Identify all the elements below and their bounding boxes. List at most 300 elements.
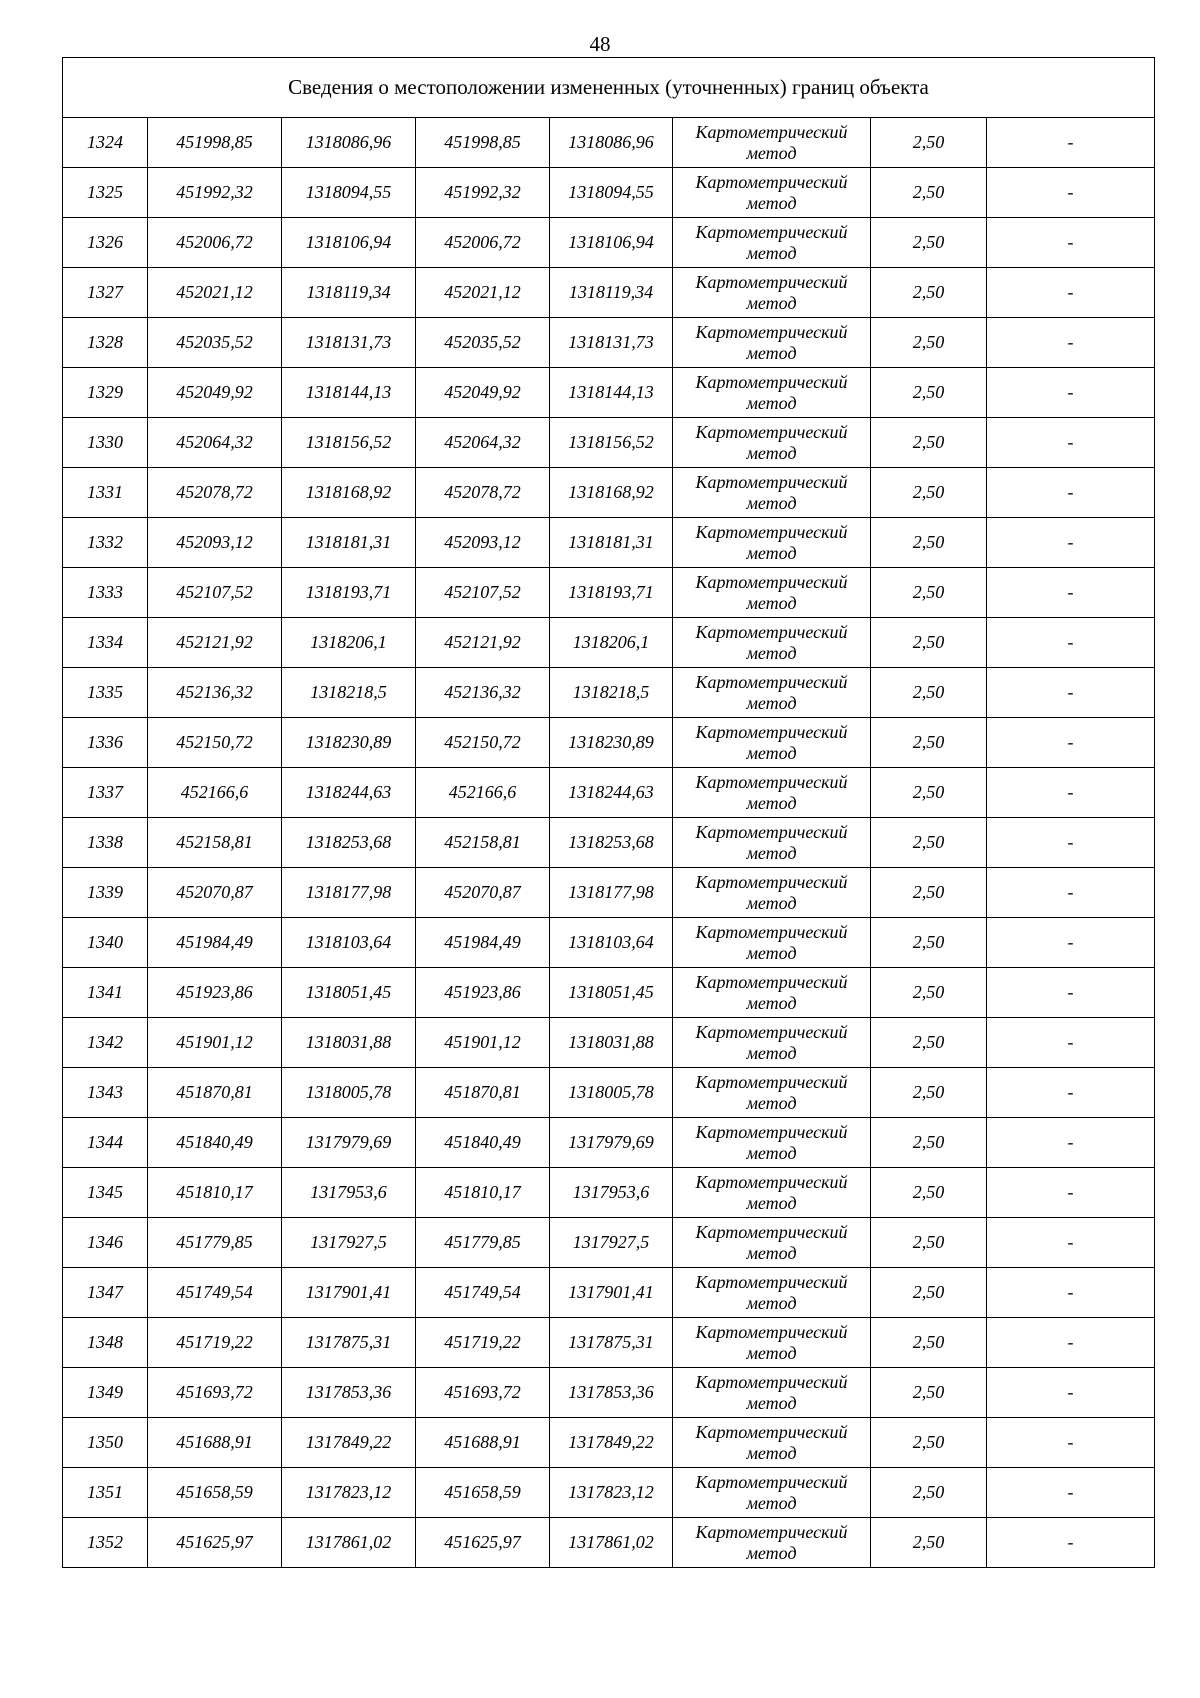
precision-cell: 2,50 [871,1368,987,1418]
table-row [63,1368,1155,1418]
existing-x-cell: 452035,52 [148,318,282,368]
method-text-line-2: метод [746,242,797,263]
method-cell [673,868,871,918]
refined-x-cell: 452035,52 [416,318,550,368]
refined-x-cell: 451625,97 [416,1518,550,1568]
precision-cell: 2,50 [871,368,987,418]
refined-x-cell: 451870,81 [416,1068,550,1118]
method-text-line-2: метод [746,1292,797,1313]
point-number-cell: 1350 [63,1418,148,1468]
refined-x-cell: 452150,72 [416,718,550,768]
point-number-cell: 1344 [63,1118,148,1168]
refined-y-cell: 1318253,68 [550,818,673,868]
table-row [63,818,1155,868]
existing-y-cell: 1318031,88 [282,1018,416,1068]
refined-y-cell: 1317953,6 [550,1168,673,1218]
method-text-line-1: Картометрический [695,1171,848,1192]
refined-y-cell: 1318193,71 [550,568,673,618]
table-row [63,918,1155,968]
existing-y-cell: 1318218,5 [282,668,416,718]
table-row [63,568,1155,618]
existing-x-cell: 452070,87 [148,868,282,918]
method-cell [673,618,871,668]
refined-x-cell: 452064,32 [416,418,550,468]
existing-x-cell: 451810,17 [148,1168,282,1218]
refined-y-cell: 1317927,5 [550,1218,673,1268]
method-cell [673,168,871,218]
existing-x-cell: 452021,12 [148,268,282,318]
method-text-line-2: метод [746,1542,797,1563]
boundary-coordinates-table [62,57,1155,1568]
point-number-cell: 1332 [63,518,148,568]
point-number-cell: 1333 [63,568,148,618]
note-cell: - [987,218,1155,268]
method-text-line-1: Картометрический [695,471,848,492]
precision-cell: 2,50 [871,1118,987,1168]
table-row [63,218,1155,268]
refined-y-cell: 1318156,52 [550,418,673,468]
note-cell: - [987,1418,1155,1468]
method-cell [673,568,871,618]
table-row [63,1418,1155,1468]
table-row [63,1318,1155,1368]
point-number-cell: 1339 [63,868,148,918]
method-cell [673,1368,871,1418]
method-cell [673,1518,871,1568]
precision-cell: 2,50 [871,868,987,918]
method-text-line-1: Картометрический [695,371,848,392]
point-number-cell: 1331 [63,468,148,518]
method-text-line-2: метод [746,792,797,813]
refined-x-cell: 452158,81 [416,818,550,868]
method-text-line-1: Картометрический [695,1221,848,1242]
point-number-cell: 1352 [63,1518,148,1568]
refined-y-cell: 1318131,73 [550,318,673,368]
method-text-line-2: метод [746,1392,797,1413]
method-text-line-1: Картометрический [695,421,848,442]
method-cell [673,1118,871,1168]
existing-x-cell: 452121,92 [148,618,282,668]
method-text-line-1: Картометрический [695,1121,848,1142]
point-number-cell: 1342 [63,1018,148,1068]
method-cell [673,218,871,268]
method-text-line-1: Картометрический [695,971,848,992]
table-row [63,1168,1155,1218]
precision-cell: 2,50 [871,318,987,368]
point-number-cell: 1346 [63,1218,148,1268]
method-cell [673,1418,871,1468]
note-cell: - [987,618,1155,668]
existing-x-cell: 452064,32 [148,418,282,468]
method-text-line-2: метод [746,592,797,613]
note-cell: - [987,1268,1155,1318]
refined-y-cell: 1317875,31 [550,1318,673,1368]
method-text-line-2: метод [746,492,797,513]
existing-y-cell: 1318086,96 [282,118,416,168]
note-cell: - [987,268,1155,318]
method-text-line-2: метод [746,892,797,913]
precision-cell: 2,50 [871,218,987,268]
existing-y-cell: 1317953,6 [282,1168,416,1218]
method-cell [673,968,871,1018]
method-cell [673,318,871,368]
point-number-cell: 1349 [63,1368,148,1418]
refined-y-cell: 1318005,78 [550,1068,673,1118]
existing-y-cell: 1318177,98 [282,868,416,918]
method-text-line-2: метод [746,442,797,463]
note-cell: - [987,418,1155,468]
refined-x-cell: 451693,72 [416,1368,550,1418]
refined-x-cell: 451779,85 [416,1218,550,1268]
note-cell: - [987,368,1155,418]
method-text-line-1: Картометрический [695,121,848,142]
method-cell [673,1168,871,1218]
table-row [63,1468,1155,1518]
note-cell: - [987,118,1155,168]
precision-cell: 2,50 [871,518,987,568]
note-cell: - [987,1118,1155,1168]
point-number-cell: 1340 [63,918,148,968]
refined-y-cell: 1318181,31 [550,518,673,568]
existing-y-cell: 1318144,13 [282,368,416,418]
point-number-cell: 1329 [63,368,148,418]
refined-y-cell: 1318119,34 [550,268,673,318]
point-number-cell: 1334 [63,618,148,668]
method-cell [673,468,871,518]
precision-cell: 2,50 [871,618,987,668]
refined-y-cell: 1318103,64 [550,918,673,968]
refined-x-cell: 451840,49 [416,1118,550,1168]
method-text-line-1: Картометрический [695,1021,848,1042]
point-number-cell: 1347 [63,1268,148,1318]
method-cell [673,1068,871,1118]
method-text-line-2: метод [746,642,797,663]
existing-x-cell: 452107,52 [148,568,282,618]
method-text-line-2: метод [746,1492,797,1513]
existing-x-cell: 452006,72 [148,218,282,268]
existing-y-cell: 1317823,12 [282,1468,416,1518]
method-text-line-2: метод [746,192,797,213]
point-number-cell: 1325 [63,168,148,218]
note-cell: - [987,518,1155,568]
existing-x-cell: 451998,85 [148,118,282,168]
precision-cell: 2,50 [871,168,987,218]
method-text-line-1: Картометрический [695,671,848,692]
precision-cell: 2,50 [871,1168,987,1218]
method-text-line-2: метод [746,1042,797,1063]
method-text-line-1: Картометрический [695,271,848,292]
existing-y-cell: 1317853,36 [282,1368,416,1418]
table-row [63,868,1155,918]
refined-x-cell: 451998,85 [416,118,550,168]
method-text-line-2: метод [746,142,797,163]
refined-x-cell: 452070,87 [416,868,550,918]
existing-x-cell: 452158,81 [148,818,282,868]
note-cell: - [987,968,1155,1018]
refined-x-cell: 452049,92 [416,368,550,418]
table-row [63,668,1155,718]
existing-y-cell: 1318230,89 [282,718,416,768]
table-row [63,168,1155,218]
precision-cell: 2,50 [871,418,987,468]
table-row [63,118,1155,168]
refined-x-cell: 451992,32 [416,168,550,218]
method-text-line-1: Картометрический [695,921,848,942]
note-cell: - [987,718,1155,768]
note-cell: - [987,1018,1155,1068]
method-text-line-1: Картометрический [695,821,848,842]
refined-y-cell: 1317849,22 [550,1418,673,1468]
refined-y-cell: 1318168,92 [550,468,673,518]
existing-x-cell: 451658,59 [148,1468,282,1518]
existing-x-cell: 452150,72 [148,718,282,768]
table-row [63,1218,1155,1268]
table-row [63,468,1155,518]
precision-cell: 2,50 [871,1518,987,1568]
table-row [63,1068,1155,1118]
existing-y-cell: 1318106,94 [282,218,416,268]
existing-y-cell: 1318119,34 [282,268,416,318]
method-text-line-1: Картометрический [695,571,848,592]
method-cell [673,268,871,318]
refined-y-cell: 1318051,45 [550,968,673,1018]
method-text-line-1: Картометрический [695,1071,848,1092]
existing-x-cell: 452093,12 [148,518,282,568]
existing-y-cell: 1317875,31 [282,1318,416,1368]
existing-y-cell: 1317901,41 [282,1268,416,1318]
existing-y-cell: 1318193,71 [282,568,416,618]
existing-x-cell: 451693,72 [148,1368,282,1418]
method-cell [673,418,871,468]
existing-x-cell: 451984,49 [148,918,282,968]
note-cell: - [987,1368,1155,1418]
note-cell: - [987,1218,1155,1268]
method-text-line-2: метод [746,1142,797,1163]
precision-cell: 2,50 [871,1468,987,1518]
precision-cell: 2,50 [871,768,987,818]
method-text-line-1: Картометрический [695,621,848,642]
refined-y-cell: 1317823,12 [550,1468,673,1518]
existing-y-cell: 1318181,31 [282,518,416,568]
precision-cell: 2,50 [871,268,987,318]
method-text-line-2: метод [746,1092,797,1113]
refined-y-cell: 1318230,89 [550,718,673,768]
precision-cell: 2,50 [871,718,987,768]
existing-x-cell: 452049,92 [148,368,282,418]
refined-y-cell: 1318094,55 [550,168,673,218]
precision-cell: 2,50 [871,1068,987,1118]
method-cell [673,768,871,818]
note-cell: - [987,168,1155,218]
table-row [63,768,1155,818]
existing-y-cell: 1318156,52 [282,418,416,468]
note-cell: - [987,1318,1155,1368]
method-text-line-1: Картометрический [695,221,848,242]
method-text-line-1: Картометрический [695,521,848,542]
refined-y-cell: 1318086,96 [550,118,673,168]
method-text-line-1: Картометрический [695,1371,848,1392]
method-cell [673,918,871,968]
method-text-line-2: метод [746,842,797,863]
refined-y-cell: 1317853,36 [550,1368,673,1418]
method-text-line-1: Картометрический [695,171,848,192]
table-row [63,1268,1155,1318]
method-text-line-2: метод [746,542,797,563]
table-row [63,618,1155,668]
method-text-line-2: метод [746,992,797,1013]
note-cell: - [987,1168,1155,1218]
method-cell [673,1468,871,1518]
precision-cell: 2,50 [871,1268,987,1318]
refined-x-cell: 452136,32 [416,668,550,718]
refined-x-cell: 451923,86 [416,968,550,1018]
precision-cell: 2,50 [871,568,987,618]
precision-cell: 2,50 [871,668,987,718]
note-cell: - [987,1468,1155,1518]
method-text-line-2: метод [746,942,797,963]
existing-y-cell: 1318206,1 [282,618,416,668]
refined-y-cell: 1318177,98 [550,868,673,918]
note-cell: - [987,468,1155,518]
method-text-line-1: Картометрический [695,1321,848,1342]
table-row [63,718,1155,768]
point-number-cell: 1330 [63,418,148,468]
note-cell: - [987,318,1155,368]
existing-y-cell: 1317927,5 [282,1218,416,1268]
method-text-line-2: метод [746,692,797,713]
existing-y-cell: 1318051,45 [282,968,416,1018]
note-cell: - [987,668,1155,718]
precision-cell: 2,50 [871,818,987,868]
existing-x-cell: 451779,85 [148,1218,282,1268]
method-cell [673,668,871,718]
note-cell: - [987,918,1155,968]
table-row [63,968,1155,1018]
refined-y-cell: 1318218,5 [550,668,673,718]
point-number-cell: 1328 [63,318,148,368]
method-text-line-2: метод [746,292,797,313]
method-text-line-1: Картометрический [695,1471,848,1492]
method-cell [673,368,871,418]
point-number-cell: 1338 [63,818,148,868]
refined-y-cell: 1318031,88 [550,1018,673,1068]
existing-y-cell: 1317849,22 [282,1418,416,1468]
table-row [63,318,1155,368]
note-cell: - [987,1068,1155,1118]
method-cell [673,818,871,868]
method-text-line-1: Картометрический [695,1421,848,1442]
existing-x-cell: 452166,6 [148,768,282,818]
precision-cell: 2,50 [871,1418,987,1468]
point-number-cell: 1327 [63,268,148,318]
existing-y-cell: 1318094,55 [282,168,416,218]
refined-y-cell: 1318244,63 [550,768,673,818]
refined-x-cell: 451810,17 [416,1168,550,1218]
table-title: Сведения о местоположении измененных (уточненных) границ объекта [63,58,1155,118]
point-number-cell: 1348 [63,1318,148,1368]
point-number-cell: 1326 [63,218,148,268]
method-cell [673,1318,871,1368]
refined-x-cell: 451749,54 [416,1268,550,1318]
existing-x-cell: 452136,32 [148,668,282,718]
method-cell [673,518,871,568]
table-row [63,268,1155,318]
refined-x-cell: 452093,12 [416,518,550,568]
refined-y-cell: 1318144,13 [550,368,673,418]
table-row [63,1018,1155,1068]
point-number-cell: 1351 [63,1468,148,1518]
method-text-line-1: Картометрический [695,1271,848,1292]
refined-x-cell: 452021,12 [416,268,550,318]
method-text-line-2: метод [746,1242,797,1263]
existing-x-cell: 451992,32 [148,168,282,218]
method-text-line-2: метод [746,392,797,413]
method-text-line-1: Картометрический [695,321,848,342]
refined-x-cell: 451658,59 [416,1468,550,1518]
method-text-line-1: Картометрический [695,771,848,792]
refined-x-cell: 452006,72 [416,218,550,268]
existing-x-cell: 451901,12 [148,1018,282,1068]
existing-y-cell: 1318103,64 [282,918,416,968]
existing-y-cell: 1318005,78 [282,1068,416,1118]
existing-x-cell: 451749,54 [148,1268,282,1318]
precision-cell: 2,50 [871,468,987,518]
refined-x-cell: 451901,12 [416,1018,550,1068]
method-text-line-2: метод [746,1342,797,1363]
note-cell: - [987,1518,1155,1568]
method-text-line-1: Картометрический [695,721,848,742]
refined-y-cell: 1317901,41 [550,1268,673,1318]
method-cell [673,1218,871,1268]
existing-y-cell: 1318244,63 [282,768,416,818]
existing-y-cell: 1318253,68 [282,818,416,868]
existing-x-cell: 451870,81 [148,1068,282,1118]
table-row [63,418,1155,468]
existing-y-cell: 1318168,92 [282,468,416,518]
existing-x-cell: 451840,49 [148,1118,282,1168]
refined-x-cell: 452121,92 [416,618,550,668]
method-text-line-2: метод [746,1192,797,1213]
point-number-cell: 1335 [63,668,148,718]
refined-x-cell: 451984,49 [416,918,550,968]
refined-y-cell: 1317979,69 [550,1118,673,1168]
method-text-line-2: метод [746,342,797,363]
table-row [63,368,1155,418]
method-cell [673,1268,871,1318]
refined-x-cell: 452166,6 [416,768,550,818]
precision-cell: 2,50 [871,1218,987,1268]
page-number: 48 [589,32,611,56]
precision-cell: 2,50 [871,918,987,968]
existing-x-cell: 451625,97 [148,1518,282,1568]
method-cell [673,718,871,768]
refined-x-cell: 451688,91 [416,1418,550,1468]
note-cell: - [987,568,1155,618]
existing-x-cell: 451719,22 [148,1318,282,1368]
note-cell: - [987,868,1155,918]
precision-cell: 2,50 [871,1018,987,1068]
note-cell: - [987,818,1155,868]
precision-cell: 2,50 [871,968,987,1018]
existing-x-cell: 451923,86 [148,968,282,1018]
refined-y-cell: 1317861,02 [550,1518,673,1568]
existing-x-cell: 451688,91 [148,1418,282,1468]
point-number-cell: 1345 [63,1168,148,1218]
method-text-line-1: Картометрический [695,871,848,892]
point-number-cell: 1324 [63,118,148,168]
existing-y-cell: 1317979,69 [282,1118,416,1168]
precision-cell: 2,50 [871,118,987,168]
